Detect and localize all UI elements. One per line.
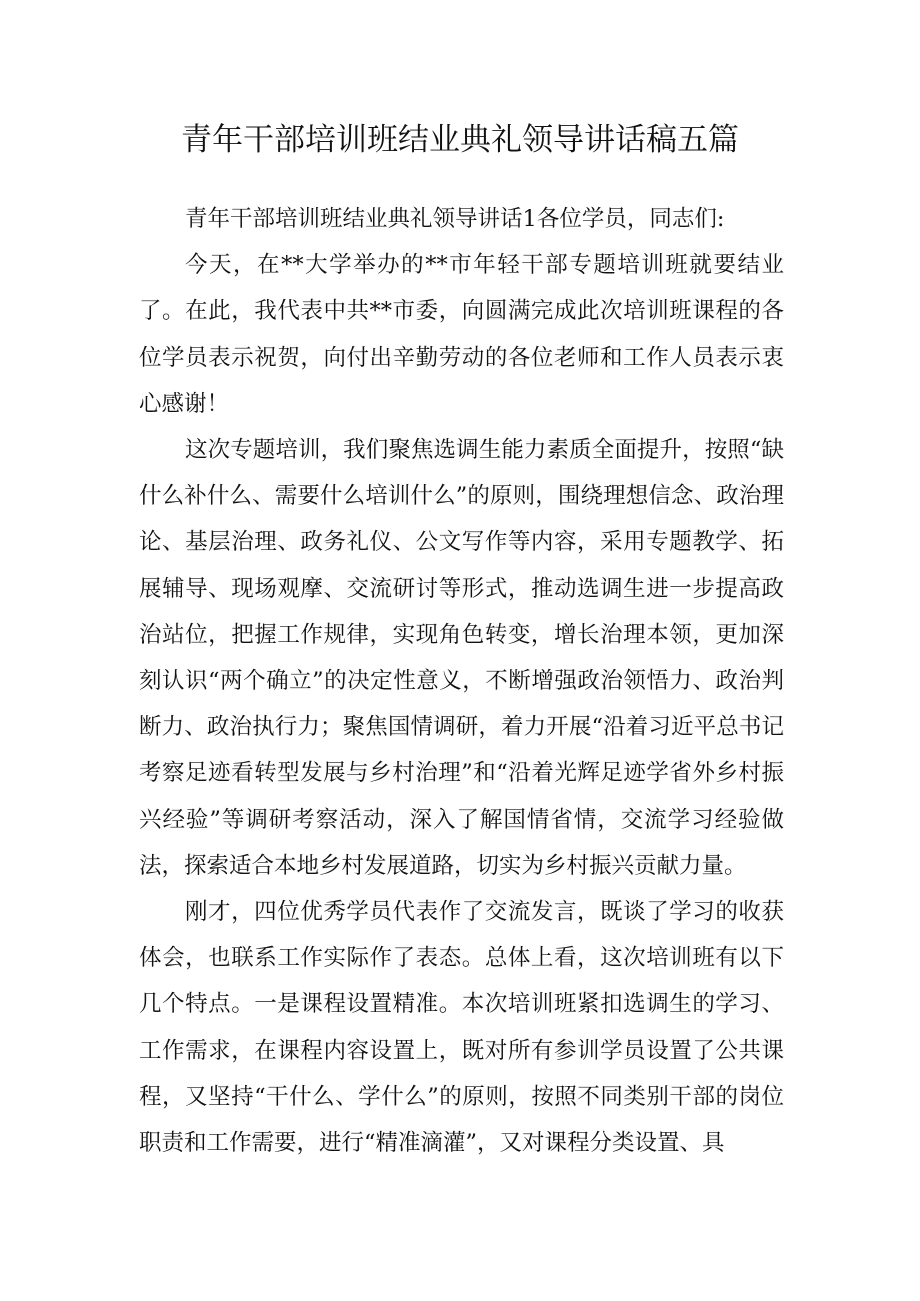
paragraph-greeting: 今天，在**大学举办的**市年轻干部专题培训班就要结业了。在此，我代表中共**市委，向圆满完成此次培训班课程的各位学员表示祝贺，向付出辛勤劳动的各位老师和工作人员表示衷心感谢！ [139, 252, 784, 417]
paragraph-opening: 青年干部培训班结业典礼领导讲话1各位学员，同志们: [185, 206, 725, 232]
paragraph-training-focus: 这次专题培训，我们聚焦选调生能力素质全面提升，按照“缺什么补什么、需要什么培训什么”的原则，围绕理想信念、政治理论、基层治理、政务礼仪、公文写作等内容，采用专题教学、拓展辅导、现场观摩、交流研讨等形式，推动选调生进一步提高政治站位，把握工作规律，实现角色转变，增长治理本领，更加深刻认识“两个确立”的决定性意义，不断增强政治领悟力、政治判断力、政治执行力；聚焦国情调研，着力开展“沿着习近平总书记考察足迹看转型发展与乡村治理”和“沿着光辉足迹学省外乡村振兴经验”等调研考察活动，深入了解国情省情，交流学习经验做法，探索适合本地乡村发展道路，切实为乡村振兴贡献力量。 [139, 437, 784, 879]
document-body [139, 196, 784, 1166]
paragraph-features: 刚才，四位优秀学员代表作了交流发言，既谈了学习的收获体会，也联系工作实际作了表态。总体上看，这次培训班有以下几个特点。一是课程设置精准。本次培训班紧扣选调生的学习、工作需求，在课程内容设置上，既对所有参训学员设置了公共课程，又坚持“干什么、学什么”的原则，按照不同类别干部的岗位职责和工作需要，进行“精准滴灌”，又对课程分类设置、具 [139, 899, 784, 1157]
document-title: 青年干部培训班结业典礼领导讲话稿五篇 [181, 122, 739, 158]
